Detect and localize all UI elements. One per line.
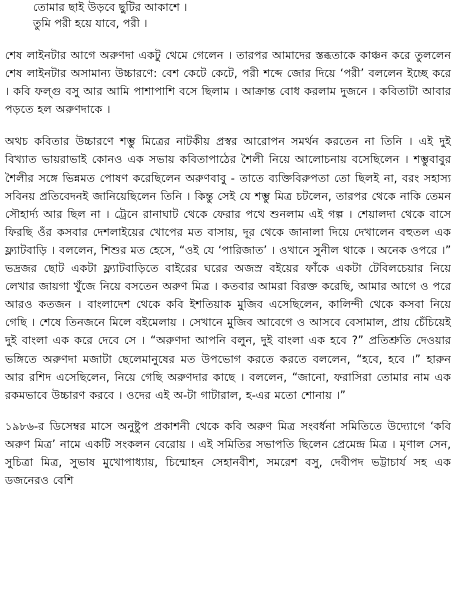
verse-line-2: তুমি পরী হয়ে যাবে, পরী । — [33, 17, 148, 30]
paragraph-2: অথচ কবিতার উচ্চারণে শম্ভু মিত্রের নাটকীয় প্রস্বর আরোপন সমর্থন করতেন না তিনি । এই দুই বিখ্যাত ভায়রাভাই কোনও এক সভায় কবিতাপাঠের শৈলী নিয়ে আলোচনায় বসেছিলেন । শম্ভুবাবুর শৈলীর সঙ্গে ভিন্নমত পোষণ করেছিলেন অরুণবাবু - তাতে ব্যক্তিবিরুপতা তো ছিলই না, বরং সহাস্য সবিনয় প্রতিবেদনই জানিয়েছিলেন তিনি । কিন্তু সেই যে শম্ভু মিত্র চটলেন, তারপর থেকে নাকি তেমন সৌহার্দ্য আর ছিল না । ট্রেনে রানাঘাট থেকে ফেরার পথে শুনলাম এই গল্প । শেয়ালদা থেকে বাসে ফিরছি ওঁর কসবার দেশলাইয়ের খোপের মত বাসায়, দূর থেকে জানালা দিয়ে দেখালেন বহুতল এক ফ্ল্যাটবাড়ি । বললেন, শিশুর মত হেসে, “ওই যে ‘পারিজাত’ । ওখানে সুনীল থাকে । অনেক ওপরে ।” ভদ্রজর ছোট একটা ফ্ল্যাটবাড়িতে বাইরের ঘরের অজস্র বইয়ের ফাঁকে একটা টেবিলচেয়ার নিয়ে লেখার জায়গা খুঁজে নিয়ে বসতেন অরুণ মিত্র । কতবার আমরা বিরক্ত করেছি, আমার আগে ও পরে আরও কতজন । বাংলাদেশ থেকে কবি ইশতিয়াক মুজিব এসেছিলেন, কালিন্দী থেকে কসবা নিয়ে গেছি । শেষে তিনজনে মিলে বইমেলায় । সেখানে মুজিব আবেগে ও আসবে বেসামাল, প্রায় চেঁচিয়েই দুই বাংলা এক করে দেবে সে । “অরুণদা আপনি বলুন, দুই বাংলা এক হবে ?” প্রতিশ্রুতি দেওয়ার ভঙ্গিতে অরুণদা মজাটা ছেলেমানুষের মত উপভোগ করতে করতে বললেন, “হবে, হবে ।” হারুন আর রশিদ এসেছিলেন, নিয়ে গেছি অরুণদার কাছে । বললেন, “জানো, ফরাসিরা তোমার নাম এক রকমভাবে উচ্চারণ করবে । ওদের এই অ-টা গাটারাল, হ-এর মতো শোনায় ।” — [5, 135, 451, 402]
verse-block — [33, 0, 451, 32]
paragraph-3: ১৯৮৬-র ডিসেম্বর মাসে অনুষ্টুপ প্রকাশনী থেকে কবি অরুণ মিত্র সংবর্ধনা সমিতিতে উদ্যোগে ‘কবি অরুণ মিত্র’ নামে একটি সংকলন বেরোয় । এই সমিতির সভাপতি ছিলেন প্রেমেন্দ্র মিত্র । মৃণাল সেন, সুচিত্রা মিত্র, সুভাষ মুখোপাধ্যায়, চিন্মোহন সেহানবীশ, সমরেশ বসু, দেবীপদ ভট্টাচার্য সহ এক ডজনেরও বেশি — [5, 419, 451, 488]
verse-line-1: তোমার ছাই উড়বে ছুটির আকাশে । — [33, 1, 188, 14]
paragraph-1: শেষ লাইনটার আগে অরুণদা একটু থেমে গেলেন । তারপর আমাদের স্তব্ধতাকে কাঞ্চন করে তুললেন শেষ লাইনটার অসামান্য উচ্চারণে: বেশ কেটে কেটে, পরী শব্দে জোর দিয়ে ‘পরী’ বললেন ইচ্ছে করে । কবি ফল্গু বসু আর আমি পাশাপাশি বসে ছিলাম । আক্রান্ত বোধ করলাম দুজনে । কবিতাটা আবার পড়তে হল অরুণদাকে । — [5, 49, 451, 117]
